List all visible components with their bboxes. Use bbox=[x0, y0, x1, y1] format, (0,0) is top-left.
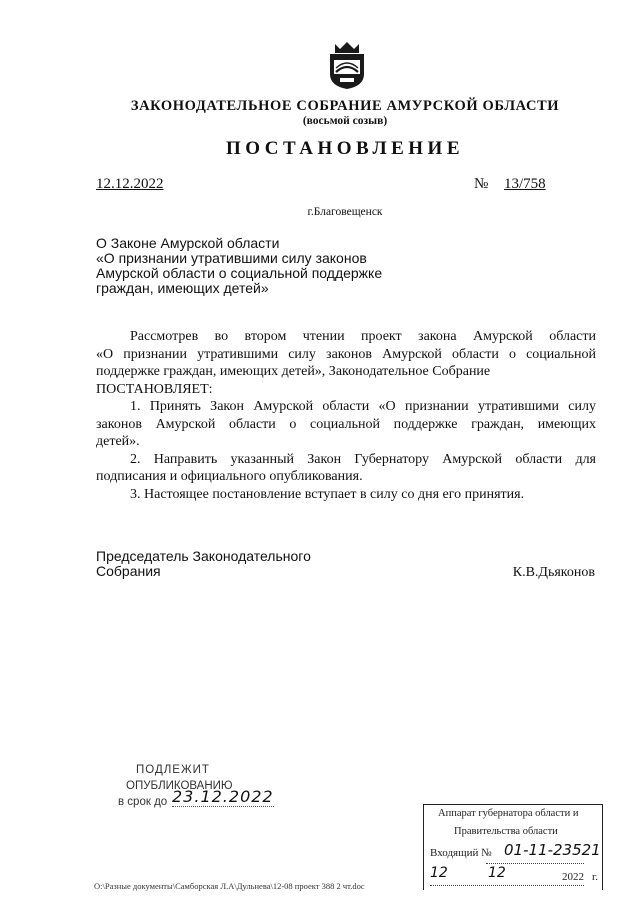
item-1-line: детей». bbox=[96, 434, 140, 449]
handwritten-date: 23.12.2022 bbox=[172, 787, 274, 806]
intro-line: Рассмотрев во втором чтении проект закона Амурской области bbox=[130, 329, 596, 344]
signatory-title-line: Председатель Законодательного bbox=[96, 548, 311, 564]
stamp-line: в срок до bbox=[118, 796, 168, 808]
number-label: № bbox=[474, 176, 489, 192]
stamp-line: ПОДЛЕЖИТ bbox=[136, 764, 210, 776]
city-label: г.Благовещенск bbox=[307, 206, 383, 218]
item-3-line: 3. Настоящее постановление вступает в силу со дня его принятия. bbox=[130, 486, 525, 502]
subject-line: граждан, имеющих детей» bbox=[96, 280, 269, 296]
receipt-day: 12 bbox=[430, 865, 448, 881]
receipt-stamp-line: Аппарат губернатора области и bbox=[438, 808, 579, 819]
receipt-month: 12 bbox=[488, 865, 506, 881]
convocation-label: (восьмой созыв) bbox=[302, 115, 388, 127]
subject-line: О Законе Амурской области bbox=[96, 235, 280, 251]
document-body bbox=[96, 328, 596, 503]
coat-of-arms-icon bbox=[326, 40, 368, 90]
receipt-stamp-line: Правительства области bbox=[454, 826, 558, 837]
file-path: O:\Разные документы\Самборская Л.А\Дульнева\12-08 проект 388 2 чт.doc bbox=[94, 881, 365, 891]
receipt-stamp bbox=[423, 804, 603, 890]
incoming-number: 01-11-23521 bbox=[504, 841, 601, 859]
divider bbox=[430, 885, 584, 886]
signatory-title bbox=[96, 549, 311, 579]
signatory-name: К.В.Дьяконов bbox=[512, 565, 595, 580]
resolves-label: ПОСТАНОВЛЯЕТ: bbox=[96, 381, 213, 397]
intro-line: «О признании утратившими силу законов Амурской области о социальной bbox=[96, 346, 596, 362]
divider bbox=[486, 863, 584, 864]
item-1-line: законов Амурской области о социальной поддержке граждан, имеющих bbox=[96, 416, 596, 432]
document-number: 13/758 bbox=[504, 176, 546, 192]
intro-line: поддержке граждан, имеющих детей», Законодательное Собрание bbox=[96, 364, 491, 379]
organization-title: ЗАКОНОДАТЕЛЬНОЕ СОБРАНИЕ АМУРСКОЙ ОБЛАСТИ bbox=[130, 98, 560, 114]
incoming-label: Входящий № bbox=[430, 847, 492, 859]
receipt-year: 2022 bbox=[562, 871, 584, 883]
signatory-title-line: Собрания bbox=[96, 563, 161, 579]
subject-line: Амурской области о социальной поддержке bbox=[96, 265, 383, 281]
item-2-line: подписания и официального опубликования. bbox=[96, 469, 363, 484]
document-type-title: ПОСТАНОВЛЕНИЕ bbox=[225, 138, 465, 159]
stamp-line: ОПУБЛИКОВАНИЮ bbox=[126, 780, 233, 792]
document-subject bbox=[96, 236, 382, 296]
document-date: 12.12.2022 bbox=[96, 176, 164, 192]
year-suffix: г. bbox=[592, 871, 599, 883]
item-2-line: 2. Направить указанный Закон Губернатору Амурской области для bbox=[130, 451, 596, 467]
item-1-line: 1. Принять Закон Амурской области «О признании утратившими силу bbox=[130, 399, 596, 414]
subject-line: «О признании утратившими силу законов bbox=[96, 250, 367, 266]
